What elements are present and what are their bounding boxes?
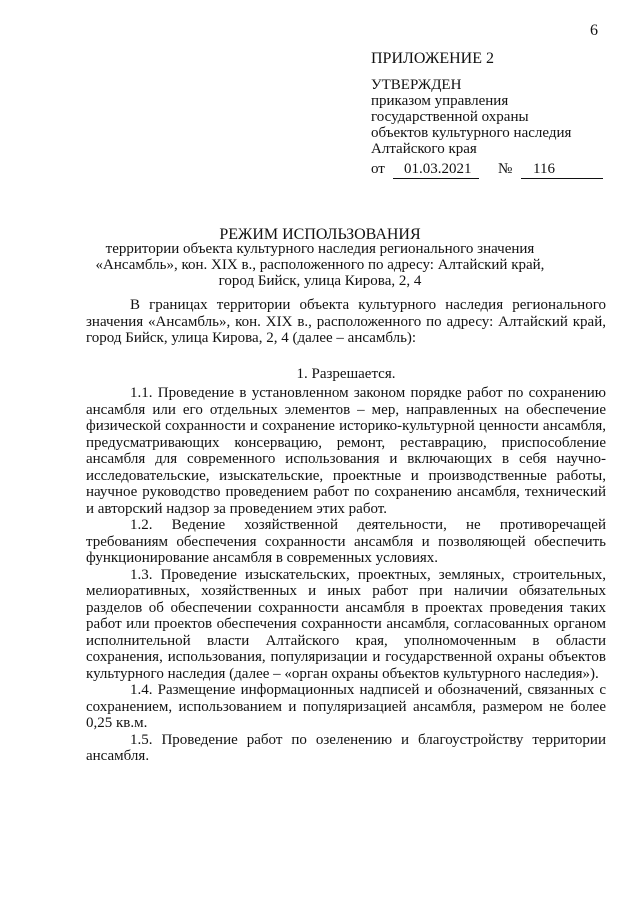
section-item: 1.2. Ведение хозяйственной деятельности, не противоречащей требованиям обеспечения сохранности ансамбля и позволяющей обеспечить функционирование ансамбля в современных условиях. xyxy=(86,517,606,566)
approval-line: объектов культурного наследия xyxy=(371,125,572,141)
section-item: 1.5. Проведение работ по озеленению и благоустройству территории ансамбля. xyxy=(86,731,606,764)
approval-line: государственной охраны xyxy=(371,109,529,125)
appendix-label: ПРИЛОЖЕНИЕ 2 xyxy=(371,50,495,67)
intro-paragraph: В границах территории объекта культурного наследия регионального значения «Ансамбль», кон. XIX в., расположенного по адресу: Алтайский край, город Бийск, улица Кирова, 2, 4 (далее – ансамбль): xyxy=(86,297,606,346)
approval-block xyxy=(371,51,621,181)
document-subtitle xyxy=(0,241,640,289)
date-underline xyxy=(393,178,479,179)
page-number: 6 xyxy=(590,22,598,39)
number-label: № xyxy=(498,161,513,177)
subtitle-line: территории объекта культурного наследия регионального значения xyxy=(105,241,535,257)
order-number: 116 xyxy=(533,161,555,177)
section-item: 1.1. Проведение в установленном законом порядке работ по сохранению ансамбля или его отдельных элементов – мер, направленных на обеспечение физической сохранности и сохранение историко-культурной ценности ансамбля, предусматривающих консервацию, ремонт, реставрацию, приспособление ансамбля для современного использования и включающих в себя научно-исследовательские, изыскательские, проектные и производственные работы, научное руководство проведением работ по сохранению ансамбля, технический и авторский надзор за проведением этих работ. xyxy=(86,385,606,517)
subtitle-line: «Ансамбль», кон. XIX в., расположенного по адресу: Алтайский край, xyxy=(95,257,545,273)
order-date: 01.03.2021 xyxy=(404,161,472,177)
number-underline xyxy=(521,178,603,179)
section-item: 1.3. Проведение изыскательских, проектных, земляных, строительных, мелиоративных, хозяйственных и иных работ при наличии обязательных разделов об обеспечении сохранности ансамбля в проектах проведения таких работ или проектов обеспечения сохранности ансамбля, согласованных органом исполнительной власти Алтайского края, уполномоченным в области сохранения, использования, популяризации и государственной охраны объектов культурного наследия (далее – «орган охраны объектов культурного наследия»). xyxy=(86,566,606,682)
approved-label: УТВЕРЖДЕН xyxy=(371,77,462,93)
document-title: РЕЖИМ ИСПОЛЬЗОВАНИЯ xyxy=(219,226,421,243)
approval-line: Алтайского края xyxy=(371,141,477,157)
approval-line: приказом управления xyxy=(371,93,509,109)
order-date-number-row xyxy=(371,161,621,181)
section-heading: 1. Разрешается. xyxy=(296,365,396,382)
document-body xyxy=(86,297,606,765)
section-item: 1.4. Размещение информационных надписей и обозначений, связанных с сохранением, использованием и популяризацией ансамбля, размером не более 0,25 кв.м. xyxy=(86,682,606,731)
from-label: от xyxy=(371,161,385,177)
subtitle-line: город Бийск, улица Кирова, 2, 4 xyxy=(218,273,422,289)
